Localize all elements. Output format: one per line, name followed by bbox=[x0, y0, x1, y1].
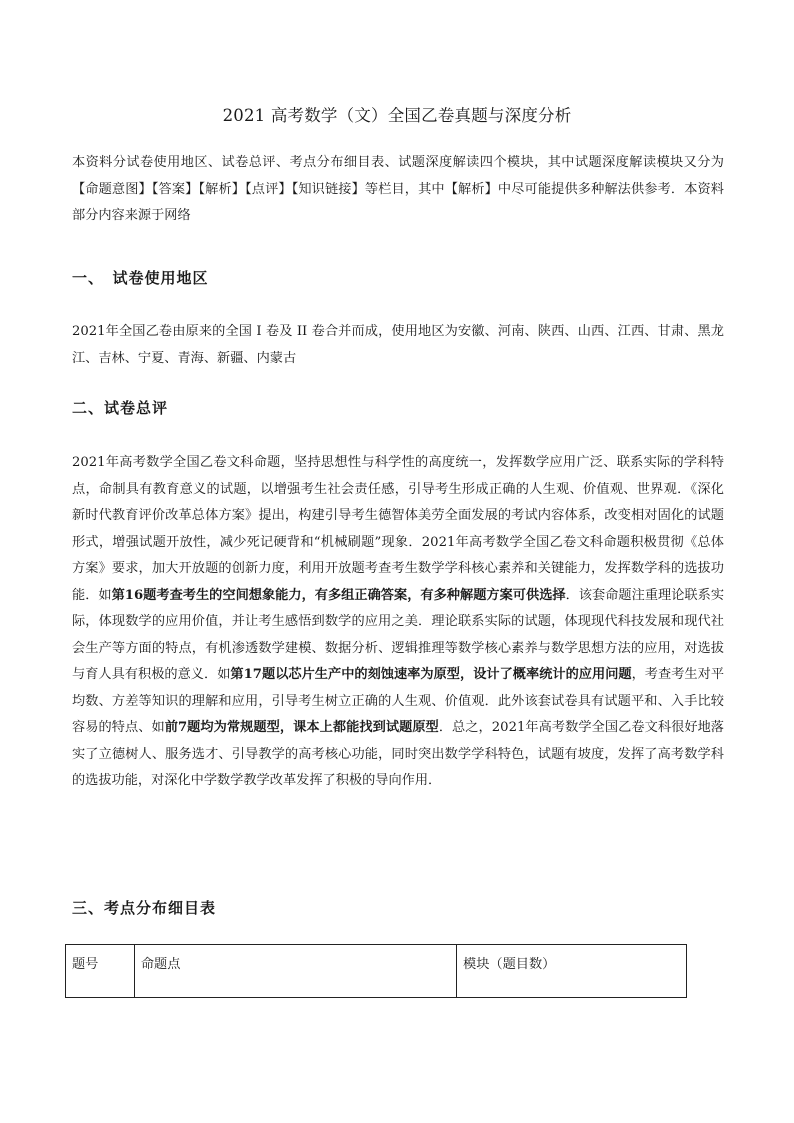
review-highlight-q1-7: 前7题均为常规题型，课本上都能找到试题原型 bbox=[164, 720, 439, 735]
outline-table bbox=[65, 944, 687, 998]
review-paragraph bbox=[72, 450, 724, 795]
table-header-topic: 命题点 bbox=[134, 945, 456, 998]
intro-paragraph: 本资料分试卷使用地区、试卷总评、考点分布细目表、试题深度解读四个模块，其中试题深度解读模块又分为【命题意图】【答案】【解析】【点评】【知识链接】等栏目，其中【解析】中尽可能提供多种解法供参考．本资料部分内容来源于网络 bbox=[72, 155, 724, 223]
review-text-part: ，考查考生对平均数、方差等知识的理解和应用，引导考生树立正确的人生观、价值观．此外该套试卷具有试题平和、入手比较容易的特点、如 bbox=[72, 667, 725, 735]
review-text-part: ．该套命题注重理论联系实际，体现数学的应用价值，并让考生感悟到数学的应用之美．理论联系实际的试题，体现现代科技发展和现代社会生产等方面的特点，有机渗透数学建模、数据分析、逻辑推理等数学核心素养与数学思想方法的应用，对选拔与育人具有积极的意义．如 bbox=[72, 587, 725, 682]
table-header-module: 模块（题目数） bbox=[457, 945, 687, 998]
section-heading-review: 二、试卷总评 bbox=[72, 399, 169, 417]
usage-paragraph: 2021年全国乙卷由原来的全国 I 卷及 II 卷合并而成，使用地区为安徽、河南、陕西、山西、江西、甘肃、黑龙江、吉林、宁夏、青海、新疆、内蒙古 bbox=[72, 324, 724, 366]
review-highlight-q16: 第16题考查考生的空间想象能力，有多组正确答案，有多种解题方案可供选择 bbox=[111, 587, 566, 603]
table-header-number: 题号 bbox=[66, 945, 135, 998]
section-heading-usage: 一、 试卷使用地区 bbox=[72, 269, 209, 287]
section-heading-outline: 三、考点分布细目表 bbox=[72, 899, 217, 917]
review-highlight-q17: 第17题以芯片生产中的刻蚀速率为原型，设计了概率统计的应用问题 bbox=[230, 667, 632, 682]
page-title: 2021 高考数学（文）全国乙卷真题与深度分析 bbox=[222, 106, 572, 125]
review-text-part: 2021年高考数学全国乙卷文科命题，坚持思想性与科学性的高度统一，发挥数学应用广泛、联系实际的学科特点，命制具有教育意义的试题，以增强考生社会责任感，引导考生形成正确的人生观、价值观、世界观．《深化新时代教育评价改革总体方案》提出，构建引导考生德智体美劳全面发展的考试内容体系，改变相对固化的试题形式，增强试题开放性，减少死记硬背和“机械刷题”现象．2021年高考数学全国乙卷文科命题积极贯彻《总体方案》要求，加大开放题的创新力度，利用开放题考查考生数学学科核心素养和关键能力，发挥数学科的选拔功能．如 bbox=[72, 455, 724, 603]
review-text-part: ．总之，2021年高考数学全国乙卷文科很好地落实了立德树人、服务选才、引导教学的高考核心功能，同时突出数学学科特色，试题有坡度，发挥了高考数学科的选拔功能，对深化中学数学教学改革发挥了积极的导向作用． bbox=[72, 720, 724, 788]
table-header-row bbox=[66, 945, 687, 998]
